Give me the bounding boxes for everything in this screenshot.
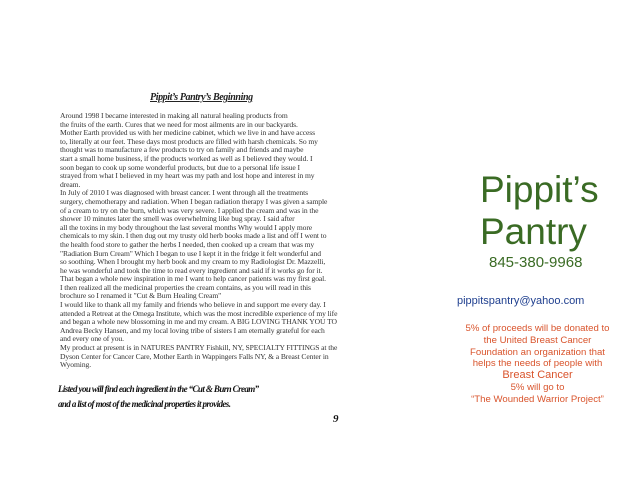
story-line: strayed from what I believed in my heart was my path and lost hope and interest in my <box>60 172 315 181</box>
story-text <box>60 112 390 370</box>
story-line: to, literally at our feet. These days most products are filled with harsh chemicals. So my <box>60 137 318 146</box>
story-line: the fruits of the earth. Cures that we need for most ailments are in our backyards. <box>60 120 298 129</box>
story-line: shower 10 minutes later the smell was overwhelming like bug spray. I said after <box>60 215 295 224</box>
brand-name-line-2: Pantry <box>480 211 587 252</box>
story-line: I would like to thank all my family and friends who believe in and support me every day. I <box>60 301 326 310</box>
story-line: he was wonderful and took the time to read every ingredient and said if it works go for it. <box>60 266 323 275</box>
story-line: brochure so I renamed it "Cut & Burn Healing Cream" <box>60 292 222 301</box>
ingredients-intro-line-1: Listed you will find each ingredient in the “Cut & Burn Cream” <box>58 384 259 394</box>
donation-line: “The Wounded Warrior Project” <box>471 393 604 405</box>
story-line: Wyoming. <box>60 361 92 370</box>
email-address[interactable]: pippitspantry@yahoo.com <box>457 295 585 307</box>
story-line: Dyson Center for Cancer Care, Mother Earth in Wappingers Falls NY, & a Breast Center in <box>60 352 329 361</box>
page-number: 9 <box>333 413 339 425</box>
donation-line: Foundation an organization that <box>470 346 605 358</box>
story-line: start a small home business, if the products worked as well as I believed they would. I <box>60 154 313 163</box>
story-line: thought was to manufacture a few products to try on family and friends and maybe <box>60 146 304 155</box>
story-line: My product at present is in NATURES PANTRY Fishkill, NY, SPECIALTY FITTINGS at the <box>60 344 338 353</box>
donation-notice <box>455 323 620 406</box>
story-line: and began a whole new blossoming in me and my cream. A BIG LOVING THANK YOU TO <box>60 318 337 327</box>
story-line: That began a whole new inspiration in me I want to help cancer patients was my first goal. <box>60 275 326 284</box>
story-line: attended a Retreat at the Omega Institute, which was the most incredible experience of my life <box>60 309 338 318</box>
brand-name-line-1: Pippit’s <box>480 169 599 210</box>
story-line: the health food store to gather the herbs I needed, then cooked up a cream that was my <box>60 240 315 249</box>
story-line: dream. <box>60 180 81 189</box>
story-line: I then realized all the medicinal properties the cream contains, as you will read in this <box>60 283 311 292</box>
story-line: chemicals to my skin. I then dug out my trusty old herb books made a list and off I went to <box>60 232 327 241</box>
donation-line: helps the needs of people with <box>472 358 603 370</box>
story-line: and every one of you. <box>60 335 124 344</box>
donation-line: 5% will go to <box>510 381 565 393</box>
story-line: "Radiation Burn Cream" Which I began to use I kept it in the fridge it felt wonderful and <box>60 249 321 258</box>
phone-number: 845-380-9968 <box>489 254 583 271</box>
donation-line: the United Breast Cancer <box>483 334 592 346</box>
story-line: of a cream to try on the burn, which was very severe. I applied the cream and was in the <box>60 206 319 215</box>
story-line: surgery, chemotherapy and radiation. When I began radiation therapy I was given a sample <box>60 197 328 206</box>
donation-line: Breast Cancer <box>502 369 573 382</box>
donation-line: 5% of proceeds will be donated to <box>465 323 610 334</box>
story-line: all the toxins in my body throughout the last several months Why would I apply more <box>60 223 313 232</box>
story-line: Around 1998 I became interested in making all natural healing products from <box>60 112 288 120</box>
page-title: Pippit’s Pantry’s Beginning <box>150 92 253 103</box>
story-line: soon began to cook up some wonderful products, but due to a personal life issue I <box>60 163 300 172</box>
ingredients-intro-line-2: and a list of most of the medicinal properties it provides. <box>58 399 231 409</box>
story-line: Andrea Becky Hansen, and my local loving tribe of sisters I am eternally grateful for each <box>60 326 325 335</box>
story-line: Mother Earth provided us with her medicine cabinet, which we live in and have access <box>60 129 315 138</box>
story-line: so soothing. When I brought my herb book and my cream to my Radiologist Dr. Mazzelli, <box>60 258 326 267</box>
story-line: In July of 2010 I was diagnosed with breast cancer. I went through all the treatments <box>60 189 308 198</box>
